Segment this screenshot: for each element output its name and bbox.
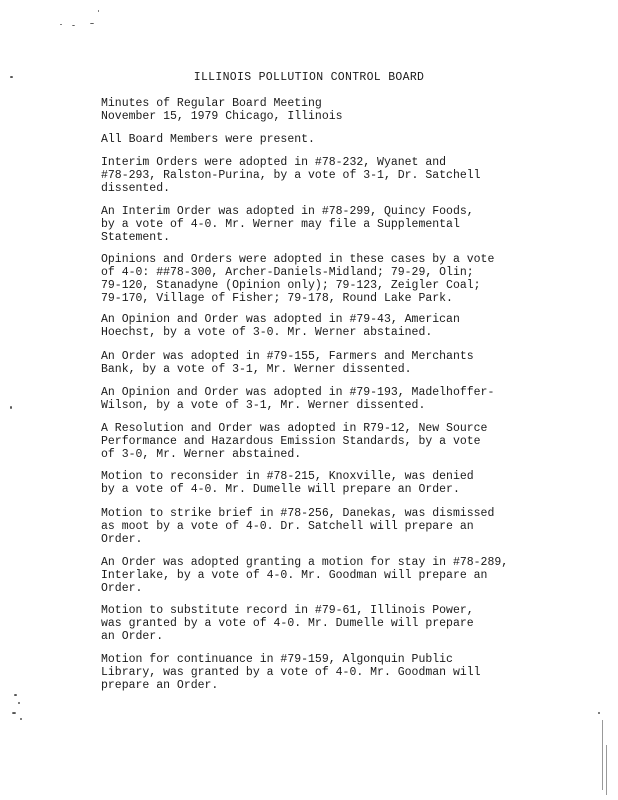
paragraph-line: An Order was adopted in #79-155, Farmers and Merchants (101, 350, 474, 363)
paragraph-line: Order. (101, 582, 143, 595)
paragraph-line: An Opinion and Order was adopted in #79-193, Madelhoffer- (101, 386, 495, 399)
paragraph-line: An Opinion and Order was adopted in #79-43, American (101, 313, 460, 326)
scan-speck (12, 712, 16, 714)
paragraph-line: by a vote of 4-0. Mr. Werner may file a Supplemental (101, 218, 460, 231)
scan-speck (20, 718, 22, 720)
paragraph-line: Performance and Hazardous Emission Standards, by a vote (101, 435, 481, 448)
paragraph-madelhoffer-wilson (101, 386, 521, 412)
paragraph-line: Motion to strike brief in #78-256, Danekas, was dismissed (101, 507, 495, 520)
paragraph-line: Interlake, by a vote of 4-0. Mr. Goodman will prepare an (101, 569, 488, 582)
paragraph-american-hoechst (101, 313, 521, 339)
scan-speck (60, 24, 62, 25)
paragraph-line: Opinions and Orders were adopted in these cases by a vote (101, 253, 495, 266)
paragraph-line: Wilson, by a vote of 3-1, Mr. Werner dissented. (101, 399, 426, 412)
paragraph-line: 79-170, Village of Fisher; 79-178, Round Lake Park. (101, 292, 453, 305)
header-line: November 15, 1979 Chicago, Illinois (101, 110, 343, 123)
paragraph-line: Motion to substitute record in #79-61, Illinois Power, (101, 604, 474, 617)
paragraph-line: All Board Members were present. (101, 133, 315, 146)
scan-speck (598, 712, 600, 714)
paragraph-line: of 4-0: ##78-300, Archer-Daniels-Midland; 79-29, Olin; (101, 266, 474, 279)
scan-speck (72, 25, 75, 26)
paragraph-line: Motion for continuance in #79-159, Algonquin Public (101, 653, 453, 666)
paragraph-stay-interlake (101, 556, 521, 595)
paragraph-opinions-orders (101, 253, 521, 305)
paragraph-line: as moot by a vote of 4-0. Dr. Satchell will prepare an (101, 520, 474, 533)
paragraph-line: of 3-0, Mr. Werner abstained. (101, 448, 302, 461)
paragraph-line: prepare an Order. (101, 679, 219, 692)
paragraph-line: #78-293, Ralston-Purina, by a vote of 3-1, Dr. Satchell (101, 169, 481, 182)
paragraph-line: Hoechst, by a vote of 3-0. Mr. Werner abstained. (101, 326, 433, 339)
paragraph-line: by a vote of 4-0. Mr. Dumelle will prepare an Order. (101, 483, 460, 496)
paragraph-line: Interim Orders were adopted in #78-232, Wyanet and (101, 156, 447, 169)
scan-speck (98, 10, 99, 12)
paragraph-line: Motion to reconsider in #78-215, Knoxville, was denied (101, 470, 474, 483)
paragraph-farmers-merchants (101, 350, 521, 376)
paragraph-line: Bank, by a vote of 3-1, Mr. Werner dissented. (101, 363, 412, 376)
paragraph-line: An Interim Order was adopted in #78-299, Quincy Foods, (101, 205, 474, 218)
scan-edge-mark (602, 720, 603, 790)
paragraph-line: A Resolution and Order was adopted in R79-12, New Source (101, 422, 488, 435)
paragraph-resolution-r79-12 (101, 422, 521, 461)
paragraph-illinois-power (101, 604, 521, 643)
paragraph-line: was granted by a vote of 4-0. Mr. Dumelle will prepare (101, 617, 474, 630)
paragraph-line: Statement. (101, 231, 171, 244)
paragraph-line: an Order. (101, 630, 164, 643)
paragraph-motion-knoxville (101, 470, 521, 496)
scan-speck (10, 76, 13, 78)
paragraph-motion-danekas (101, 507, 521, 546)
scan-speck (18, 702, 20, 704)
paragraph-attendance (101, 133, 521, 146)
header-line: Minutes of Regular Board Meeting (101, 97, 322, 110)
scan-speck (10, 406, 12, 409)
paragraph-interim-order-quincy (101, 205, 521, 244)
document-title: ILLINOIS POLLUTION CONTROL BOARD (193, 71, 425, 84)
paragraph-line: Order. (101, 533, 143, 546)
paragraph-line: dissented. (101, 182, 171, 195)
paragraph-line: Library, was granted by a vote of 4-0. Mr. Goodman will (101, 666, 481, 679)
scan-edge-mark (606, 745, 607, 795)
paragraph-interim-orders (101, 156, 521, 195)
paragraph-line: 79-120, Stanadyne (Opinion only); 79-123, Zeigler Coal; (101, 279, 481, 292)
meeting-header (101, 97, 521, 123)
paragraph-algonquin-library (101, 653, 521, 692)
scan-speck (90, 23, 94, 24)
scan-speck (14, 694, 17, 696)
paragraph-line: An Order was adopted granting a motion for stay in #78-289, (101, 556, 509, 569)
